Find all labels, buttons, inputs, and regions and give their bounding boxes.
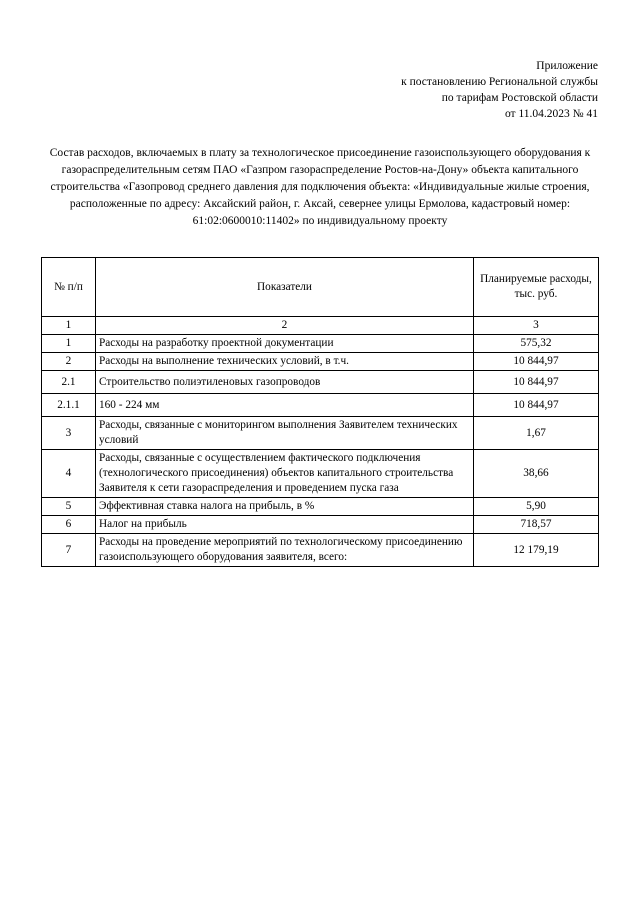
row-indicator: Расходы, связанные с мониторингом выполнения Заявителем технических условий <box>96 417 474 450</box>
row-num: 1 <box>42 335 96 353</box>
costs-table <box>41 257 599 567</box>
row-num: 2.1.1 <box>42 394 96 417</box>
appendix-line: по тарифам Ростовской области <box>441 92 598 104</box>
row-value: 10 844,97 <box>474 353 599 371</box>
table-header-row <box>42 258 599 317</box>
row-value: 575,32 <box>474 335 599 353</box>
appendix-line: к постановлению Региональной службы <box>401 76 598 88</box>
column-number: 1 <box>42 317 96 335</box>
row-indicator: Расходы на разработку проектной документации <box>96 335 474 353</box>
row-indicator: 160 - 224 мм <box>96 394 474 417</box>
table-row <box>42 371 599 394</box>
header-indicator: Показатели <box>96 258 474 317</box>
row-value: 10 844,97 <box>474 371 599 394</box>
row-num: 2.1 <box>42 371 96 394</box>
column-number: 2 <box>96 317 474 335</box>
row-num: 3 <box>42 417 96 450</box>
row-indicator: Строительство полиэтиленовых газопроводов <box>96 371 474 394</box>
row-value: 1,67 <box>474 417 599 450</box>
appendix-header <box>401 58 598 122</box>
table-row <box>42 534 599 567</box>
header-num: № п/п <box>42 258 96 317</box>
row-num: 7 <box>42 534 96 567</box>
table-row <box>42 498 599 516</box>
table-row <box>42 516 599 534</box>
row-value: 38,66 <box>474 450 599 498</box>
title-line: строительства «Газопровод среднего давления для подключения объекта: «Индивидуальные жилые строения, <box>50 181 590 193</box>
title-line: газораспределительным сетям ПАО «Газпром газораспределение Ростов-на-Дону» объекта капитального <box>61 164 579 176</box>
row-indicator: Расходы на выполнение технических условий, в т.ч. <box>96 353 474 371</box>
row-num: 4 <box>42 450 96 498</box>
row-indicator: Налог на прибыль <box>96 516 474 534</box>
column-number: 3 <box>474 317 599 335</box>
title-line: расположенные по адресу: Аксайский район, г. Аксай, севернее улицы Ермолова, кадастровый номер: <box>69 198 571 210</box>
document-title <box>42 145 598 230</box>
appendix-line: Приложение <box>536 60 598 72</box>
row-num: 6 <box>42 516 96 534</box>
row-num: 2 <box>42 353 96 371</box>
table-row <box>42 335 599 353</box>
table-row <box>42 450 599 498</box>
header-value: Планируемые расходы, тыс. руб. <box>474 258 599 317</box>
table-row <box>42 417 599 450</box>
column-number-row <box>42 317 599 335</box>
row-num: 5 <box>42 498 96 516</box>
title-line: Состав расходов, включаемых в плату за технологическое присоединение газоиспользующего оборудования к <box>49 147 591 159</box>
table-row <box>42 394 599 417</box>
table-row <box>42 353 599 371</box>
row-indicator: Эффективная ставка налога на прибыль, в % <box>96 498 474 516</box>
appendix-line: от 11.04.2023 № 41 <box>504 108 598 120</box>
row-value: 5,90 <box>474 498 599 516</box>
row-value: 718,57 <box>474 516 599 534</box>
row-value: 12 179,19 <box>474 534 599 567</box>
title-line: 61:02:0600010:11402» по индивидуальному проекту <box>192 215 448 227</box>
row-indicator: Расходы на проведение мероприятий по технологическому присоединению газоиспользующего оборудования заявителя, всего: <box>96 534 474 567</box>
row-value: 10 844,97 <box>474 394 599 417</box>
row-indicator: Расходы, связанные с осуществлением фактического подключения (технологического присоединения) объектов капитального строительства Заявителя к сети газораспределения и проведением пуска газа <box>96 450 474 498</box>
